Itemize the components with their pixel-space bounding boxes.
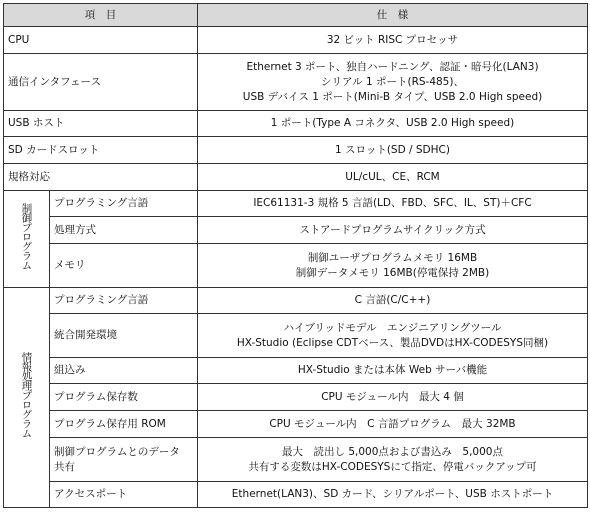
table-row	[4, 438, 588, 482]
row-value: HX-Studio または本体 Web サーバ機能	[198, 358, 588, 384]
table-row	[4, 54, 588, 111]
row-label: プログラム保存用 ROM	[50, 411, 198, 438]
table-row	[4, 244, 588, 288]
row-label: SD カードスロット	[4, 137, 198, 164]
row-label: 組込み	[50, 358, 198, 384]
row-value: 32 ビット RISC プロセッサ	[198, 27, 588, 54]
group-name: 制御プログラム	[20, 203, 33, 270]
row-value: 最大 読出し 5,000点および書込み 5,000点 共有する変数はHX-CODESYSにて指定、停電バックアップ可	[198, 438, 588, 482]
row-label: メモリ	[50, 244, 198, 288]
table-row	[4, 288, 588, 314]
table-row	[4, 111, 588, 137]
table-row	[4, 314, 588, 358]
table-row	[4, 384, 588, 411]
header-row	[4, 4, 588, 27]
row-value: 1 スロット(SD / SDHC)	[198, 137, 588, 164]
row-label: 処理方式	[50, 217, 198, 244]
row-label: プログラミング言語	[50, 288, 198, 314]
table-row	[4, 482, 588, 508]
table-row	[4, 164, 588, 191]
row-label: 規格対応	[4, 164, 198, 191]
row-value: Ethernet(LAN3)、SD カード、シリアルポート、USB ホストポート	[198, 482, 588, 508]
table-row	[4, 137, 588, 164]
row-label: アクセスポート	[50, 482, 198, 508]
spec-table	[3, 3, 588, 508]
row-label: 通信インタフェース	[4, 54, 198, 111]
header-spec: 仕 様	[198, 4, 588, 27]
row-value: 1 ポート(Type A コネクタ、USB 2.0 High speed)	[198, 111, 588, 137]
row-value: UL/cUL、CE、RCM	[198, 164, 588, 191]
group-label-info	[4, 288, 50, 508]
header-item: 項 目	[4, 4, 198, 27]
group-label-control	[4, 191, 50, 288]
table-row	[4, 191, 588, 217]
row-label: プログラミング言語	[50, 191, 198, 217]
table-row	[4, 217, 588, 244]
row-label: プログラム保存数	[50, 384, 198, 411]
group-name: 情報処理プログラム	[20, 352, 33, 438]
row-value: CPU モジュール内 C 言語プログラム 最大 32MB	[198, 411, 588, 438]
table-row	[4, 358, 588, 384]
row-value: Ethernet 3 ポート、独自ハードニング、認証・暗号化(LAN3) シリアル 1 ポート(RS-485)、 USB デバイス 1 ポート(Mini-B タイプ、USB 2.0 High speed)	[198, 54, 588, 111]
row-value: 制御ユーザプログラムメモリ 16MB 制御データメモリ 16MB(停電保持 2MB)	[198, 244, 588, 288]
table-row	[4, 27, 588, 54]
row-value: IEC61131-3 規格 5 言語(LD、FBD、SFC、IL、ST)＋CFC	[198, 191, 588, 217]
row-value: C 言語(C/C++)	[198, 288, 588, 314]
row-value: CPU モジュール内 最大 4 個	[198, 384, 588, 411]
table-row	[4, 411, 588, 438]
row-label: CPU	[4, 27, 198, 54]
row-label: USB ホスト	[4, 111, 198, 137]
row-value: ハイブリッドモデル エンジニアリングツール HX-Studio (Eclipse CDTベース、製品DVDはHX-CODESYS同梱)	[198, 314, 588, 358]
row-label: 統合開発環境	[50, 314, 198, 358]
row-label: 制御プログラムとのデータ 共有	[50, 438, 198, 482]
row-value: ストアードプログラムサイクリック方式	[198, 217, 588, 244]
